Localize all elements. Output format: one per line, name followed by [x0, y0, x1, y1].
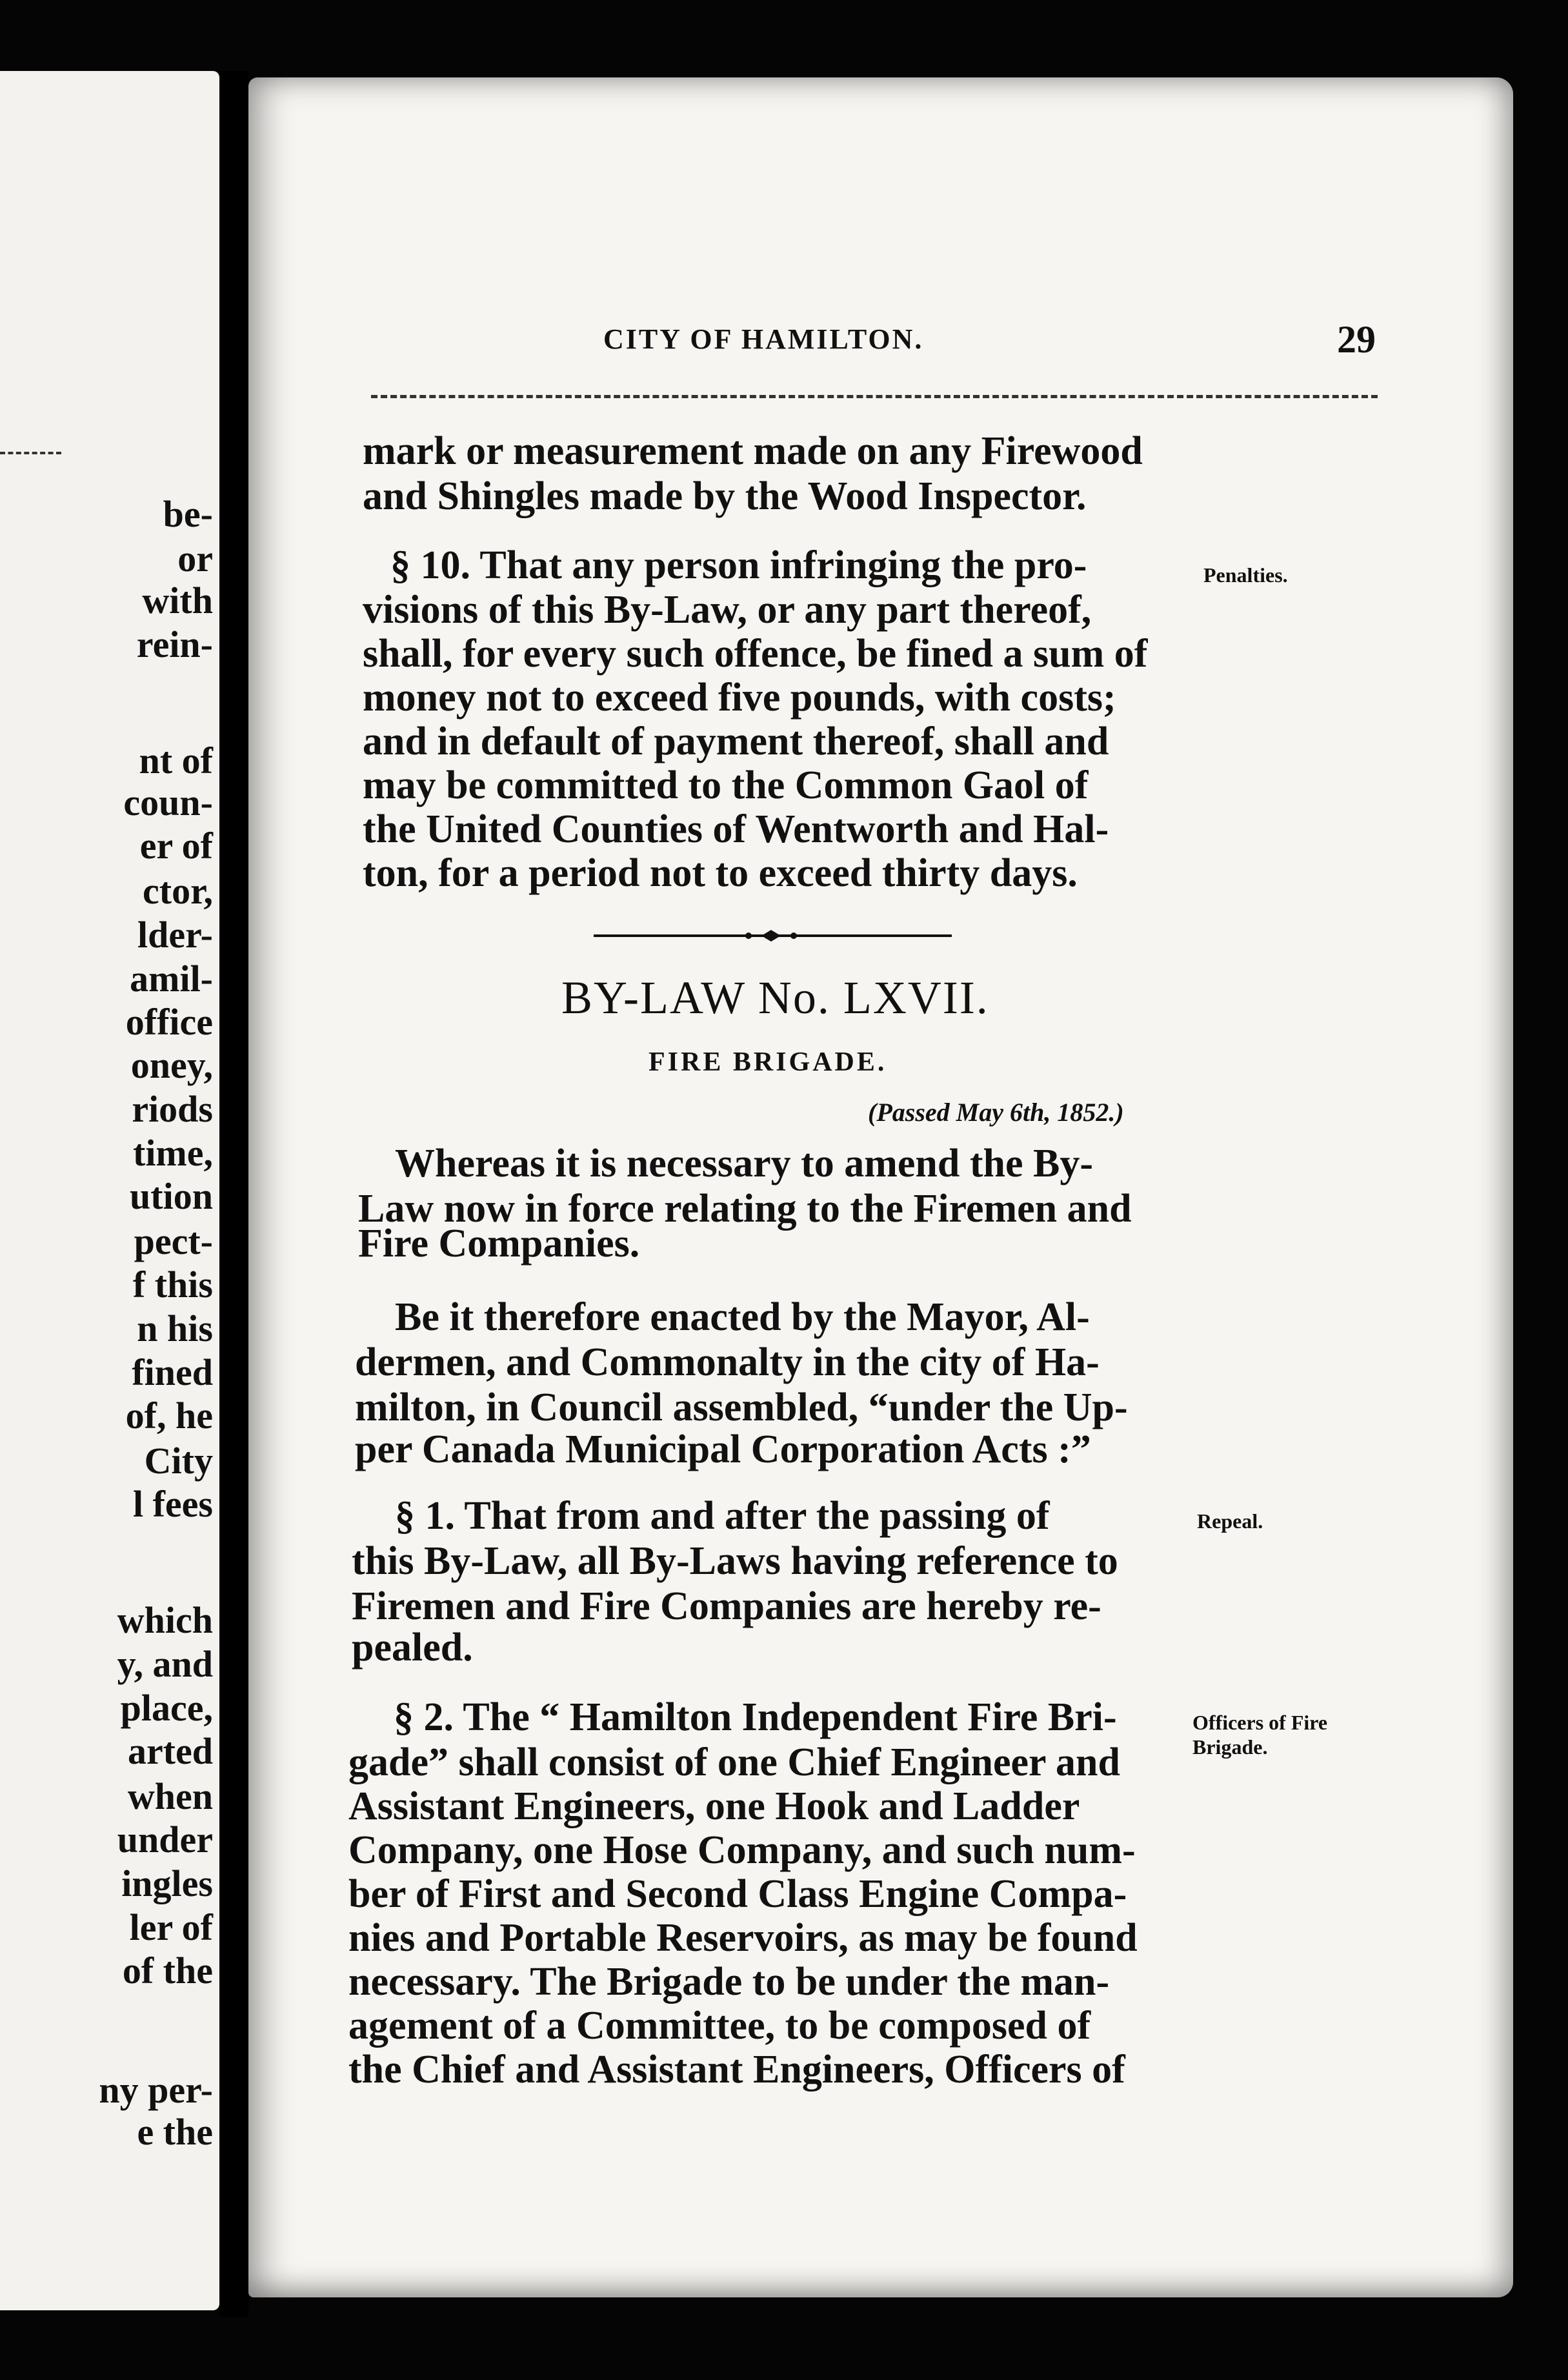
body-line: necessary. The Brigade to be under the man- [348, 1960, 1110, 2004]
left-page-rule [0, 452, 61, 454]
left-page-line: ler of [129, 1906, 213, 1948]
left-page-line: y, and [117, 1643, 213, 1685]
bylaw-subtitle: FIRE BRIGADE. [648, 1047, 887, 1077]
left-page-line: with [142, 580, 213, 621]
body-line: milton, in Council assembled, “under the Up- [355, 1386, 1128, 1429]
left-page-line: oney, [130, 1044, 213, 1086]
body-line: Whereas it is necessary to amend the By- [395, 1142, 1094, 1185]
body-line: may be committed to the Common Gaol of [363, 763, 1089, 807]
left-page-line: amil- [130, 958, 213, 1000]
running-header: CITY OF HAMILTON. [603, 323, 924, 355]
section-ornament-rule [594, 926, 952, 945]
margin-note-penalties: Penalties. [1203, 563, 1288, 587]
body-line: Be it therefore enacted by the Mayor, Al- [395, 1295, 1090, 1339]
body-line: visions of this By-Law, or any part thereof, [363, 588, 1092, 632]
body-line: dermen, and Commonalty in the city of Ha- [355, 1340, 1100, 1384]
bylaw-title: BY-LAW No. LXVII. [561, 972, 989, 1024]
left-page-line: office [125, 1001, 213, 1043]
left-page-line: riods [132, 1088, 213, 1130]
left-page-line: of the [122, 1950, 213, 1992]
body-line: ton, for a period not to exceed thirty days. [363, 851, 1078, 895]
passed-date-note: (Passed May 6th, 1852.) [868, 1098, 1124, 1127]
body-line: Company, one Hose Company, and such num- [348, 1828, 1136, 1872]
body-line: § 2. The “ Hamilton Independent Fire Bri- [394, 1695, 1117, 1739]
margin-note-officers-line: Brigade. [1192, 1735, 1268, 1759]
body-line: gade” shall consist of one Chief Engineer and [348, 1740, 1120, 1784]
body-line: Fire Companies. [358, 1222, 640, 1266]
body-line: Assistant Engineers, one Hook and Ladder [348, 1784, 1080, 1828]
body-line: Firemen and Fire Companies are hereby re- [352, 1584, 1101, 1628]
left-page-line: rein- [136, 623, 213, 665]
left-page-line: fined [132, 1351, 213, 1393]
left-page-line: pect- [134, 1220, 213, 1262]
left-page-line: when [127, 1775, 213, 1817]
header-rule [371, 395, 1378, 398]
body-line: nies and Portable Reservoirs, as may be found [348, 1916, 1138, 1960]
page-number: 29 [1337, 318, 1376, 361]
left-page-line: coun- [123, 782, 213, 823]
left-page-line: ution [130, 1175, 213, 1217]
body-line: § 1. That from and after the passing of [395, 1494, 1050, 1538]
left-page-line: e the [137, 2111, 213, 2153]
left-page-line: or [177, 538, 213, 580]
left-page-line: place, [120, 1687, 213, 1729]
left-page-line: of, he [125, 1395, 213, 1437]
left-page-line: nt of [139, 740, 213, 782]
body-line: money not to exceed five pounds, with costs; [363, 676, 1116, 720]
margin-note-officers [1192, 1710, 1327, 1760]
left-page-line: l fees [133, 1483, 213, 1525]
book-spine [219, 71, 248, 2317]
left-page-line: er of [139, 825, 213, 867]
left-page-line: ctor, [143, 870, 213, 912]
body-line: per Canada Municipal Corporation Acts :” [355, 1427, 1091, 1471]
body-line: shall, for every such offence, be fined a sum of [363, 632, 1148, 676]
left-page-line: which [117, 1599, 213, 1641]
margin-note-officers-line: Officers of Fire [1192, 1711, 1328, 1734]
left-page-line: under [117, 1819, 213, 1861]
left-page-line: ny per- [99, 2069, 213, 2111]
left-page-line: f this [132, 1264, 213, 1306]
margin-note-repeal: Repeal. [1197, 1509, 1263, 1533]
body-line: ber of First and Second Class Engine Compa- [348, 1872, 1127, 1916]
body-line: the Chief and Assistant Engineers, Officers of [348, 2048, 1125, 2092]
body-line: this By-Law, all By-Laws having reference to [352, 1539, 1118, 1583]
left-page-line: City [144, 1440, 213, 1482]
body-line: and in default of payment thereof, shall and [363, 720, 1109, 763]
body-line: mark or measurement made on any Firewood [363, 429, 1143, 473]
left-page-line: arted [127, 1730, 213, 1772]
left-page-line: be- [163, 493, 213, 535]
body-line: the United Counties of Wentworth and Hal- [363, 807, 1109, 851]
body-line: § 10. That any person infringing the pro- [390, 543, 1087, 587]
body-line: pealed. [352, 1626, 473, 1669]
body-line: and Shingles made by the Wood Inspector. [363, 474, 1087, 518]
body-line: agement of a Committee, to be composed of [348, 2004, 1091, 2048]
body-line: Law now in force relating to the Firemen and [358, 1187, 1132, 1231]
left-page-line: ingles [121, 1862, 213, 1904]
left-page-fragment [0, 71, 219, 2310]
left-page-line: n his [137, 1307, 213, 1349]
left-page-line: lder- [137, 914, 213, 956]
left-page-line: time, [133, 1132, 213, 1174]
